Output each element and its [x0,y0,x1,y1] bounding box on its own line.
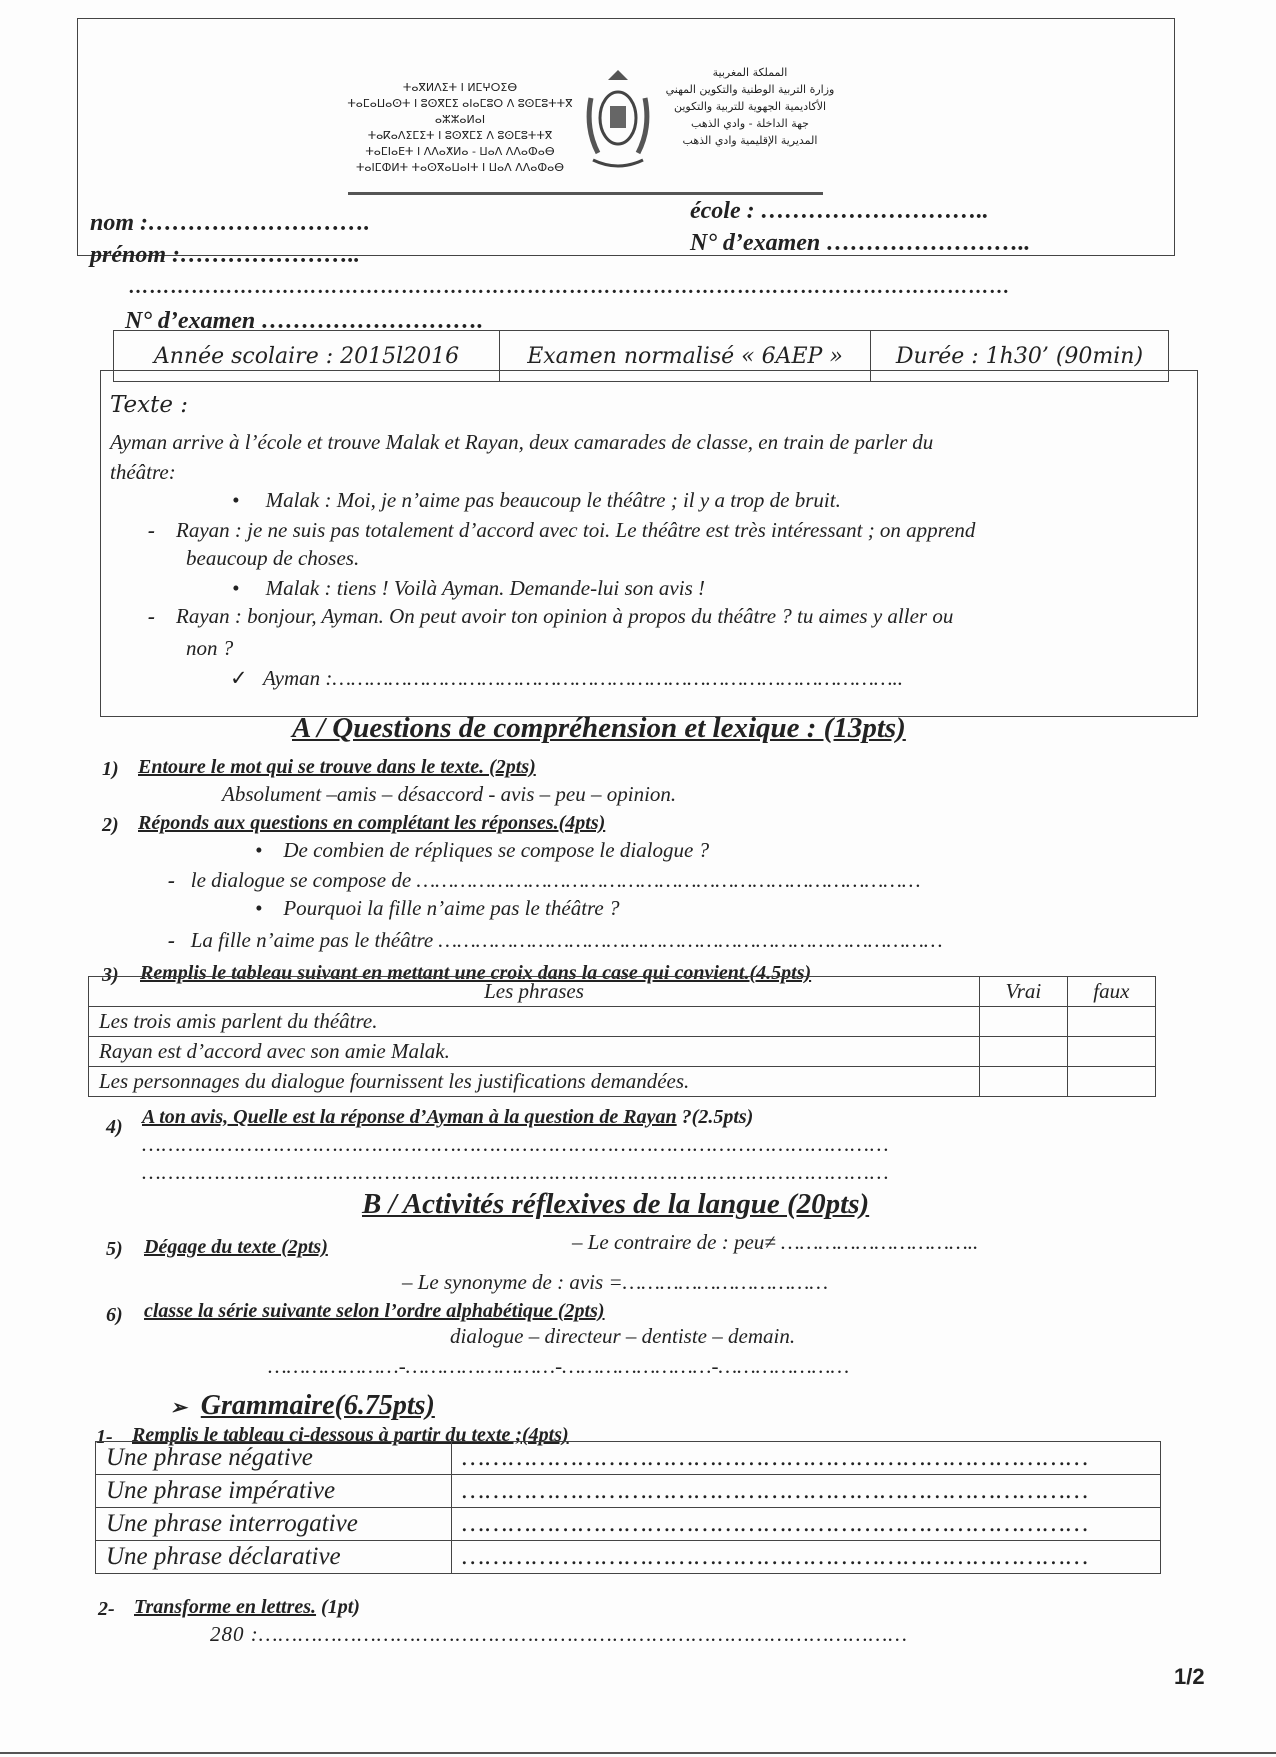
exam-number-field[interactable]: N° d’examen …………………….. [690,230,1031,256]
vrai-cell[interactable] [980,1037,1068,1067]
word-list: dialogue – directeur – dentiste – demain. [450,1324,796,1348]
q-num: 5) [106,1238,123,1260]
divider [348,192,823,195]
true-false-table [88,976,1156,1097]
sub-question: • Pourquoi la fille n’aime pas le théâtre ? [255,896,620,920]
faux-cell[interactable] [1067,1067,1155,1097]
table-row: Une phrase interrogative ……………………………………………………………………… [96,1508,1161,1541]
answer-cell[interactable]: ……………………………………………………………………… [452,1541,1161,1574]
grammar-title: ➢ Grammaire(6.75pts) [170,1390,435,1421]
nom-field[interactable]: nom :………………………. [90,210,371,236]
q-num: 1- [96,1426,113,1448]
grammar-question-1: Remplis le tableau ci-dessous à partir du texte ;(4pts) [132,1424,569,1446]
answer-line[interactable]: – Le contraire de : peu≠ ………………………….. [572,1230,979,1254]
question-4: A ton avis, Quelle est la réponse d’Ayman à la question de Rayan ?(2.5pts) [142,1106,754,1128]
vrai-cell[interactable] [980,1007,1068,1037]
dialogue-line: - Rayan : je ne suis pas totalement d’accord avec toi. Le théâtre est très intéressant ; on apprend [148,518,976,542]
faux-cell[interactable] [1067,1037,1155,1067]
answer-line[interactable]: …………………………………………………………………………………………………… [142,1160,890,1184]
text-box [100,370,1198,717]
arabic-letterhead: المملكة المغربية وزارة التربية الوطنية والتكوين المهني الأكاديمية الجهوية للتربية والتكوين جهة الداخلة - وادي الذهب المديرية الإقليمية وادي الذهب [665,66,835,147]
section-a-title: A / Questions de compréhension et lexique : (13pts) [292,712,906,744]
answer-cell[interactable]: ……………………………………………………………………… [452,1442,1161,1475]
table-header: Vrai [980,977,1068,1007]
dialogue-line: • Malak : Moi, je n’aime pas beaucoup le théâtre ; il y a trop de bruit. [232,488,841,512]
q-num: 1) [102,758,119,780]
answer-line[interactable]: …………………-……………………-……………………-………………… [268,1354,850,1378]
answer-line[interactable]: - La fille n’aime pas le théâtre ……………………………………………………………………… [168,928,943,952]
answer-line[interactable]: …………………………………………………………………………………………………… [142,1132,890,1156]
duration: Durée : 1h30’ (90min) [895,343,1144,369]
table-row: Les personnages du dialogue fournissent les justifications demandées. [89,1067,1156,1097]
question-5: Dégage du texte (2pts) [144,1236,328,1258]
answer-cell[interactable]: ……………………………………………………………………… [452,1508,1161,1541]
page-number: 1/2 [1174,1664,1205,1689]
checkmark-icon: ✓ [230,666,248,690]
q-num: 3) [102,964,119,986]
table-row: Une phrase déclarative ……………………………………………………………………… [96,1541,1161,1574]
ecole-field[interactable]: école : ……………………….. [690,198,989,224]
dotted-line[interactable]: ……………………………………………………………………………………………………………… [128,276,1010,298]
table-row: Une phrase négative ……………………………………………………………………… [96,1442,1161,1475]
tifinagh-letterhead: ⵜⴰⴳⵍⴷⵉⵜ ⵏ ⵍⵎⵖⵔⵉⴱ ⵜⴰⵎⴰⵡⴰⵙⵜ ⵏ ⵓⵙⴳⵎⵉ ⴰⵏⴰⵎⵓⵔ ⴷ ⵓⵙⵎⵓⵜⵜⴳ ⴰⵣⵣⴰⵍⴰⵏ ⵜⴰⴽⴰⴷⵉⵎⵉⵜ ⵏ ⵓⵙⴳⵎⵉ ⴷ ⵓⵙⵎⵓⵜⵜⴳ ⵜⴰⵎⵏⴰⴹⵜ ⵏ ⴷⴷⴰⵅⵍⴰ - ⵡⴰⴷ ⴷⴷⴰⵀⴰⴱ ⵜⴰⵏⵎⵀⵍⵜ ⵜⴰⵙⴳⴰⵡⴰⵏⵜ ⵏ ⵡⴰⴷ ⴷⴷⴰⵀⴰⴱ [347,81,573,174]
exam-type: Examen normalisé « 6AEP » [500,331,871,381]
table-row: Rayan est d’accord avec son amie Malak. [89,1037,1156,1067]
question-6: classe la série suivante selon l’ordre alphabétique (2pts) [144,1300,605,1322]
text-line: Ayman arrive à l’école et trouve Malak et Rayan, deux camarades de classe, en train de parler du [110,430,934,454]
sub-question: • De combien de répliques se compose le dialogue ? [255,838,710,862]
dialogue-line: - Rayan : bonjour, Ayman. On peut avoir ton opinion à propos du théâtre ? tu aimes y aller ou [148,604,954,628]
question-2: Réponds aux questions en complétant les réponses.(4pts) [138,812,606,834]
answer-cell[interactable]: ……………………………………………………………………… [452,1475,1161,1508]
answer-line[interactable]: 280 :……………………………………………………………………………………… [210,1622,908,1646]
q-num: 2- [98,1598,115,1620]
word-list[interactable]: Absolument –amis – désaccord - avis – peu – opinion. [222,782,677,806]
table-row: Les trois amis parlent du théâtre. [89,1007,1156,1037]
grammar-question-2: Transforme en lettres. (1pt) [134,1596,360,1618]
q-num: 6) [106,1304,123,1326]
page-edge [0,1752,1276,1754]
answer-line[interactable]: - le dialogue se compose de ……………………………………………………………………… [168,868,921,892]
q-num: 2) [102,814,119,836]
prenom-field[interactable]: prénom :………………….. [90,242,360,268]
arrow-bullet-icon: ➢ [170,1397,187,1419]
faux-cell[interactable] [1067,1007,1155,1037]
question-3: Remplis le tableau suivant en mettant une croix dans la case qui convient.(4.5pts) [140,962,812,984]
school-year: Année scolaire : 2015l2016 [114,331,500,381]
dialogue-line[interactable]: ✓ Ayman :……………………………………………………………………………….. [230,666,904,690]
dialogue-line: beaucoup de choses. [186,546,360,570]
exam-number-field-2[interactable]: N° d’examen ………………………. [125,308,484,334]
dialogue-line: non ? [186,636,234,660]
text-line: théâtre: [110,460,176,484]
table-row: Une phrase impérative ……………………………………………………………………… [96,1475,1161,1508]
answer-line[interactable]: – Le synonyme de : avis =…………………………… [402,1270,829,1294]
q-num: 4) [106,1116,123,1138]
dialogue-line: • Malak : tiens ! Voilà Ayman. Demande-lui son avis ! [232,576,705,600]
table-header: Les phrases [89,977,980,1007]
text-title: Texte : [110,392,189,418]
vrai-cell[interactable] [980,1067,1068,1097]
table-header: faux [1067,977,1155,1007]
sentence-type-table [95,1441,1161,1574]
question-1: Entoure le mot qui se trouve dans le texte. (2pts) [138,756,536,778]
royal-emblem-icon [583,68,653,172]
section-b-title: B / Activités réflexives de la langue (20pts) [362,1188,870,1220]
